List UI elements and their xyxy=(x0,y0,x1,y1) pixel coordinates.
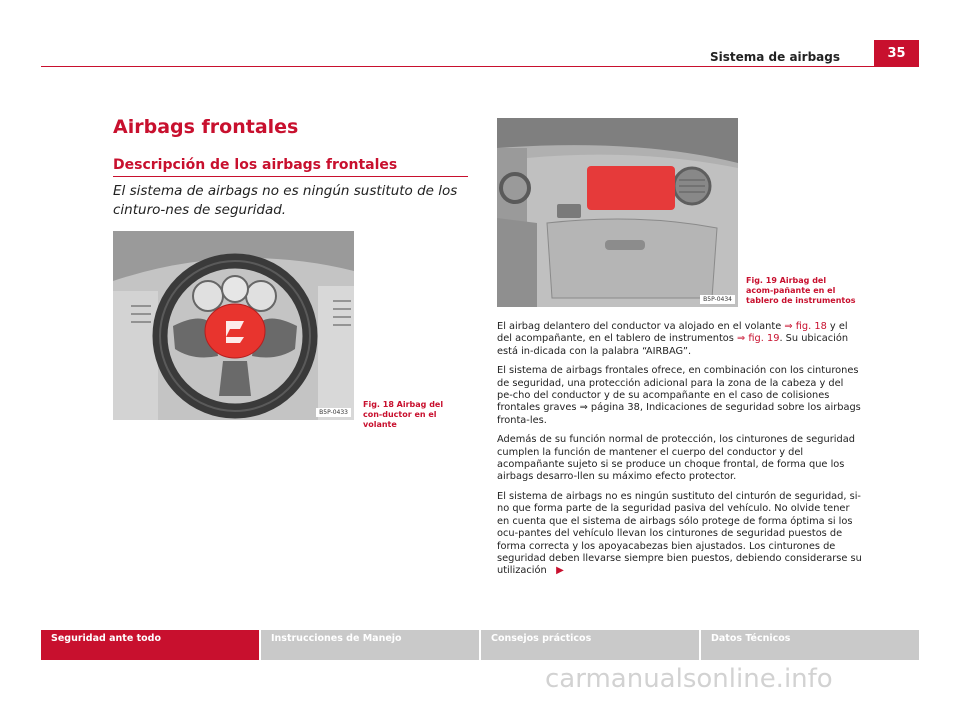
figure-18-caption: Fig. 18 Airbag del con-ductor en el volante xyxy=(363,400,444,429)
page-number: 35 xyxy=(874,40,919,67)
figure-19-dashboard xyxy=(497,118,738,307)
paragraph-2: El sistema de airbags frontales ofrece, en combinación con los cinturones de seguridad, una protección adicional para la zona de la cabeza y del pe-cho del conductor y de su acompañante en el caso de colisiones frontales graves ⇒ página 38, Indicaciones de seguridad sobre los airbags fronta-les. xyxy=(497,365,861,426)
figure-code: B5P-0433 xyxy=(316,408,351,417)
intro-text: El sistema de airbags no es ningún sustituto de los cinturo-nes de seguridad. xyxy=(113,183,458,218)
footer-tab-datos[interactable]: Datos Técnicos xyxy=(701,630,919,660)
fig-19-link[interactable]: ⇒ fig. 19 xyxy=(737,333,780,345)
header-rule xyxy=(41,66,919,67)
footer-tab-consejos[interactable]: Consejos prácticos xyxy=(481,630,699,660)
continue-arrow-icon: ▶ xyxy=(549,565,564,577)
footer-tab-seguridad[interactable]: Seguridad ante todo xyxy=(41,630,259,660)
subsection-rule xyxy=(113,176,468,177)
figure-19-caption: Fig. 19 Airbag del acom-pañante en el tablero de instrumentos xyxy=(746,276,856,305)
paragraph-1: El airbag delantero del conductor va alojado en el volante ⇒ fig. 18 y el del acompañante, en el tablero de instrumentos ⇒ fig. 19. Su ubicación está in-dicada con la palabra “AIRBAG”. xyxy=(497,321,849,357)
paragraph-3: Además de su función normal de protección, los cinturones de seguridad cumplen la función de mantener el cuerpo del conductor y del acompañante sujeto si se produce un choque frontal, de forma que los airbags desarro-llen su máximo efecto protector. xyxy=(497,434,855,483)
paragraph-4: El sistema de airbags no es ningún sustituto del cinturón de seguridad, si-no que forma parte de la seguridad pasiva del vehículo. No olvide tener en cuenta que el sistema de airbags sólo protege de forma óptima si los ocu-pantes del vehículo llevan los cinturones de seguridad puestos de forma correcta y los apoyacabezas bien ajustados. Los cinturones de seguridad deben llevarse siempre bien puestos, debiendo considerarse su utilización ▶ xyxy=(497,490,862,577)
figure-code: B5P-0434 xyxy=(700,295,735,304)
figure-18-steering-wheel xyxy=(113,231,354,420)
body-text xyxy=(497,321,862,585)
section-heading: Airbags frontales xyxy=(113,116,299,138)
watermark: carmanualsonline.info xyxy=(545,664,833,694)
steering-wheel-illustration xyxy=(113,231,354,420)
footer-tab-instrucciones[interactable]: Instrucciones de Manejo xyxy=(261,630,479,660)
fig-18-link[interactable]: ⇒ fig. 18 xyxy=(784,321,827,332)
footer-nav xyxy=(41,630,919,660)
subsection-heading: Descripción de los airbags frontales xyxy=(113,157,398,173)
running-header-title: Sistema de airbags xyxy=(709,50,840,64)
dashboard-illustration xyxy=(497,118,738,307)
